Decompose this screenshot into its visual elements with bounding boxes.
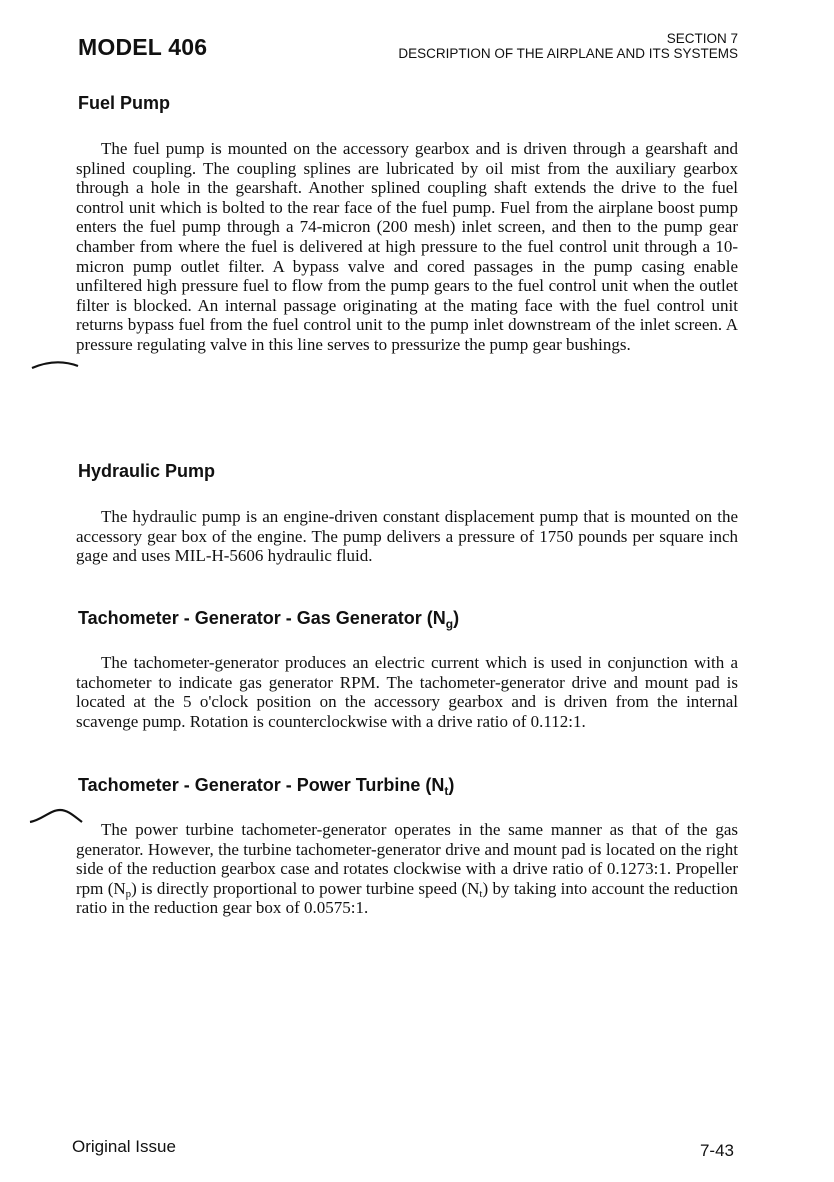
section-title: DESCRIPTION OF THE AIRPLANE AND ITS SYSTEMS	[398, 46, 738, 61]
header-model: MODEL 406	[78, 34, 208, 60]
heading-tach-gas-generator-end: )	[453, 608, 460, 628]
power-turbine-text-3: ) by taking into account the reduction ratio in the reduction gear box of 0.0575:1.	[76, 878, 738, 918]
section-number: SECTION 7	[666, 31, 738, 46]
heading-tach-gas-generator-sub: g	[445, 617, 454, 631]
heading-fuel-pump: Fuel Pump	[78, 93, 171, 113]
power-turbine-text-2: ) is directly proportional to power turbine speed (N	[131, 878, 480, 898]
paragraph-hydraulic-pump: The hydraulic pump is an engine-driven constant displacement pump that is mounted on the accessory gear box of the engine. The pump delivers a pressure of 1750 pounds per square inch gage and uses MIL-H-5606 hydraulic fluid.	[76, 507, 738, 566]
heading-tach-power-turbine-sub: t	[444, 784, 449, 798]
header-section	[398, 31, 738, 61]
heading-tach-power-turbine	[78, 775, 454, 798]
paragraph-tach-gas-generator: The tachometer-generator produces an electric current which is used in conjunction with a tachometer to indicate gas generator RPM. The tachometer-generator drive and mount pad is located at the 5 o'clock position on the accessory gearbox and is driven from the internal scavenge pump. Rotation is counterclockwise with a drive ratio of 0.112:1.	[76, 653, 738, 731]
heading-hydraulic-pump: Hydraulic Pump	[78, 461, 216, 481]
revision-mark-2	[26, 806, 88, 828]
heading-tach-power-turbine-end: )	[448, 775, 455, 795]
heading-tach-power-turbine-text: Tachometer - Generator - Power Turbine (N	[78, 775, 445, 795]
power-turbine-text-1: The power turbine tachometer-generator operates in the same manner as that of the gas generator. However, the turbine tachometer-generator drive and mount pad is located on the right side of the reduction gearbox case and rotates clockwise with a drive ratio of 0.1273:1. Propeller rpm (N	[76, 820, 738, 898]
paragraph-fuel-pump: The fuel pump is mounted on the accessory gearbox and is driven through a gearshaft and splined coupling. The coupling splines are lubricated by oil mist from the auxiliary gearbox through a hole in the gearshaft. Another splined coupling shaft extends the drive to the fuel control unit which is bolted to the rear face of the fuel pump. Fuel from the airplane boost pump enters the fuel pump through a 74-micron (200 mesh) inlet screen, and then to the pump gear chamber from where the fuel is delivered at high pressure to the fuel control unit through a 10-micron pump outlet filter. A bypass valve and cored passages in the pump casing enable unfiltered high pressure fuel to flow from the pump gears to the fuel control unit when the outlet filter is blocked. An internal passage originating at the mating face with the fuel control unit returns bypass fuel from the fuel control unit to the pump inlet downstream of the inlet screen. A pressure regulating valve in this line serves to pressurize the pump gear bushings.	[76, 139, 738, 354]
footer-issue: Original Issue	[72, 1137, 176, 1156]
heading-tach-gas-generator	[78, 608, 459, 631]
power-turbine-sub-1: p	[125, 887, 132, 900]
heading-tach-gas-generator-text: Tachometer - Generator - Gas Generator (N	[78, 608, 446, 628]
paragraph-tach-power-turbine	[76, 820, 738, 918]
footer-page-number: 7-43	[699, 1141, 734, 1160]
power-turbine-sub-2: t	[479, 887, 483, 900]
revision-mark-1	[28, 344, 82, 374]
